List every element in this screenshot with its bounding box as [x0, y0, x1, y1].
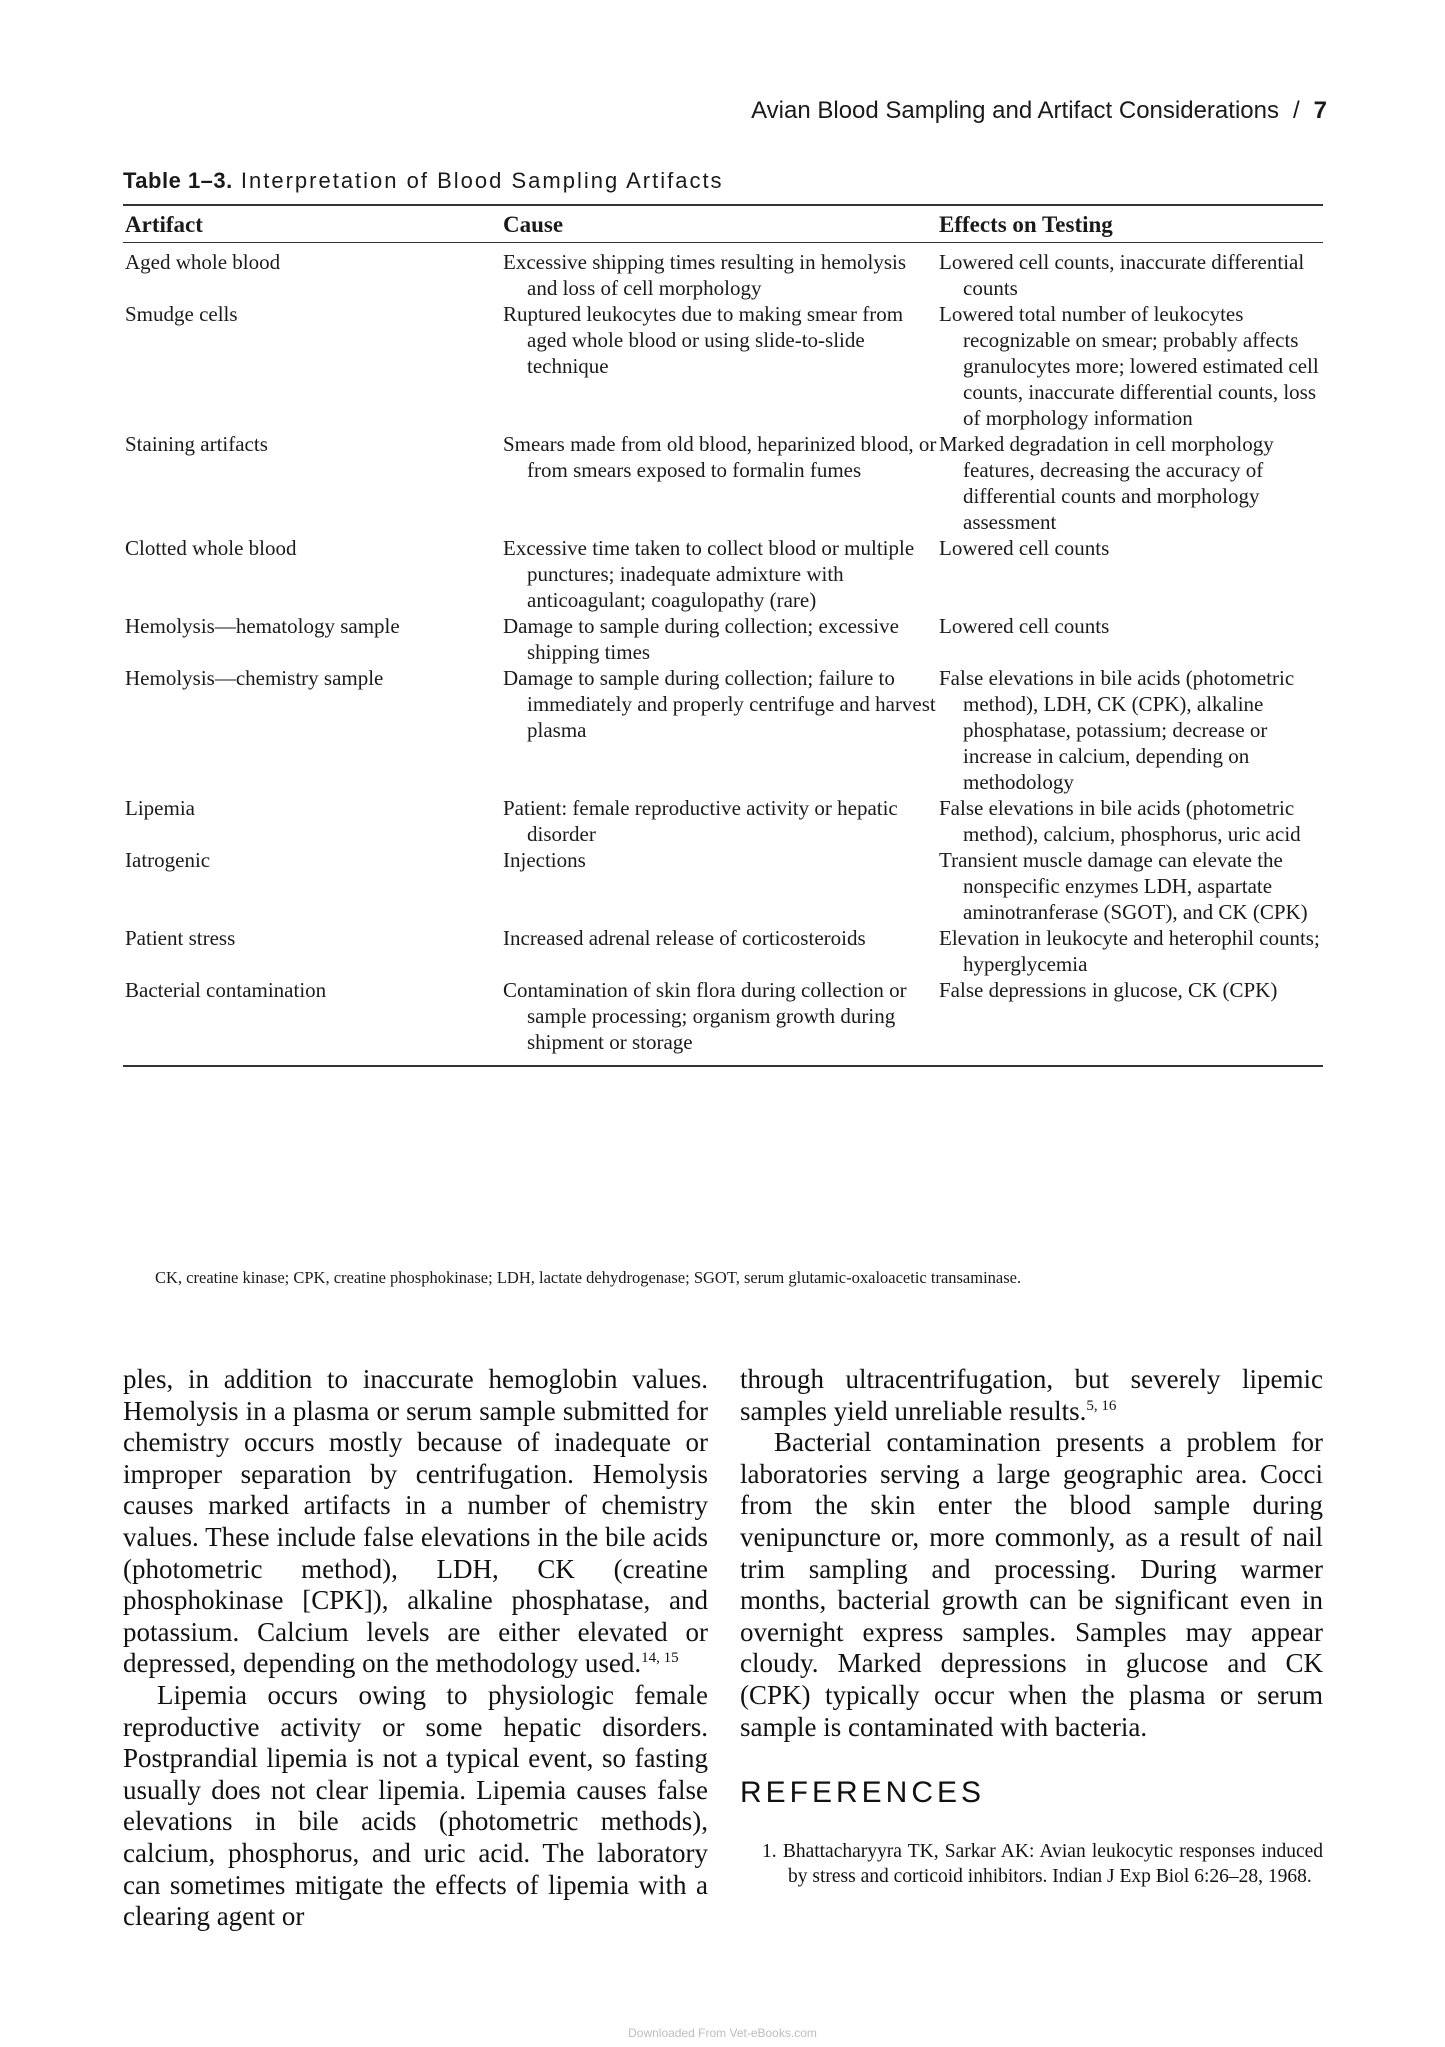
cell-cause-text: Damage to sample during collection; excessive shipping times — [503, 614, 899, 664]
cell-artifact — [123, 243, 501, 302]
cell-effects — [937, 977, 1323, 1065]
cell-effects-text: Lowered cell counts, inaccurate differential counts — [939, 250, 1305, 300]
table-row — [123, 243, 1323, 302]
page-number: 7 — [1313, 97, 1327, 124]
citation: 14, 15 — [641, 1650, 679, 1667]
cell-effects — [937, 535, 1323, 613]
column-header-effects: Effects on Testing — [939, 212, 1113, 237]
cell-effects-text: Transient muscle damage can elevate the nonspecific enzymes LDH, aspartate aminotranferase (SGOT), and CK (CPK) — [939, 848, 1308, 924]
cell-cause — [501, 301, 937, 431]
cell-cause — [501, 535, 937, 613]
cell-cause-text: Injections — [503, 848, 586, 872]
cell-artifact — [123, 847, 501, 925]
cell-cause — [501, 795, 937, 847]
cell-effects-text: False elevations in bile acids (photometric method), LDH, CK (CPK), alkaline phosphatase, potassium; decrease or increase in calcium, depending on methodology — [939, 666, 1295, 794]
cell-cause-text: Patient: female reproductive activity or hepatic disorder — [503, 796, 898, 846]
cell-cause — [501, 243, 937, 302]
table-body — [123, 243, 1323, 1066]
cell-effects-text: False elevations in bile acids (photometric method), calcium, phosphorus, uric acid — [939, 796, 1301, 846]
table-header-row — [123, 206, 1323, 243]
cell-cause-text: Contamination of skin flora during collection or sample processing; organism growth during shipment or storage — [503, 978, 907, 1054]
body-column-right — [740, 1364, 1323, 1889]
body-paragraph: Bacterial contamination presents a problem for laboratories serving a large geographic area. Cocci from the skin enter the blood sample during venipuncture or, more commonly, as a result of nail trim sampling and processing. During warmer months, bacterial growth can be significant even in overnight express samples. Samples may appear cloudy. Marked depressions in glucose and CK (CPK) typically occur when the plasma or serum sample is contaminated with bacteria. — [740, 1427, 1323, 1742]
download-watermark: Downloaded From Vet-eBooks.com — [628, 2026, 817, 2040]
cell-artifact-text: Patient stress — [125, 926, 236, 950]
body-paragraph: through ultracentrifugation, but severely lipemic samples yield unreliable results.$^{5, 16}$ — [740, 1364, 1323, 1426]
table-row — [123, 795, 1323, 847]
cell-artifact-text: Clotted whole blood — [125, 536, 297, 560]
cell-cause-text: Excessive shipping times resulting in hemolysis and loss of cell morphology — [503, 250, 907, 300]
cell-effects-text: Marked degradation in cell morphology features, decreasing the accuracy of differential counts and morphology assessment — [939, 432, 1274, 534]
column-header-cause: Cause — [503, 212, 564, 237]
cell-artifact — [123, 977, 501, 1065]
reference-text: Bhattacharyyra TK, Sarkar AK: Avian leukocytic responses induced by stress and corticoid inhibitors. Indian J Exp Biol 6:26–28, 1968. — [782, 1840, 1324, 1887]
cell-artifact-text: Aged whole blood — [125, 250, 281, 274]
cell-cause — [501, 925, 937, 977]
table-label: Table 1–3. — [123, 168, 233, 193]
cell-cause-text: Excessive time taken to collect blood or multiple punctures; inadequate admixture with anticoagulant; coagulopathy (rare) — [503, 536, 915, 612]
cell-cause-text: Increased adrenal release of corticosteroids — [503, 926, 866, 950]
cell-effects-text: Lowered cell counts — [939, 614, 1110, 638]
cell-artifact-text: Smudge cells — [125, 302, 238, 326]
cell-effects-text: Lowered total number of leukocytes recognizable on smear; probably affects granulocytes more; lowered estimated cell counts, inaccurate differential counts, loss of morphology information — [939, 302, 1319, 430]
cell-artifact-text: Staining artifacts — [125, 432, 268, 456]
running-head — [751, 97, 1327, 125]
body-paragraph: ples, in addition to inaccurate hemoglobin values. Hemolysis in a plasma or serum sample submitted for chemistry occurs mostly because of inadequate or improper separation by centrifugation. Hemolysis causes marked artifacts in a number of chemistry values. These include false elevations in the bile acids (photometric method), LDH, CK (creatine phosphokinase [CPK]), alkaline phosphatase, and potassium. Calcium levels are either elevated or depressed, depending on the methodology used.$^{14, 15}$ — [123, 1364, 708, 1679]
column-header-artifact: Artifact — [125, 212, 203, 237]
cell-cause-text: Smears made from old blood, heparinized blood, or from smears exposed to formalin fumes — [503, 432, 937, 482]
cell-effects — [937, 243, 1323, 302]
table-row — [123, 535, 1323, 613]
cell-effects — [937, 847, 1323, 925]
cell-cause-text: Damage to sample during collection; failure to immediately and properly centrifuge and harvest plasma — [503, 666, 936, 742]
cell-artifact-text: Iatrogenic — [125, 848, 211, 872]
cell-cause — [501, 977, 937, 1065]
cell-effects — [937, 431, 1323, 535]
table-row — [123, 665, 1323, 795]
cell-artifact — [123, 535, 501, 613]
table-caption — [123, 168, 724, 194]
body-paragraph: Lipemia occurs owing to physiologic female reproductive activity or some hepatic disorders. Postprandial lipemia is not a typical event, so fasting usually does not clear lipemia. Lipemia causes false elevations in bile acids (photometric methods), calcium, phosphorus, and uric acid. The laboratory can sometimes mitigate the effects of lipemia with a clearing agent or — [123, 1679, 708, 1932]
cell-cause — [501, 665, 937, 795]
cell-effects — [937, 925, 1323, 977]
table-row — [123, 431, 1323, 535]
cell-artifact-text: Hemolysis—chemistry sample — [125, 666, 384, 690]
cell-artifact-text: Hemolysis—hematology sample — [125, 614, 400, 638]
cell-artifact — [123, 613, 501, 665]
cell-effects — [937, 795, 1323, 847]
artifact-table-container — [123, 204, 1323, 1067]
cell-cause-text: Ruptured leukocytes due to making smear from aged whole blood or using slide-to-slide technique — [503, 302, 904, 378]
reference-number: 1. — [762, 1840, 777, 1862]
artifact-table — [123, 206, 1323, 1065]
cell-effects-text: Elevation in leukocyte and heterophil counts; hyperglycemia — [939, 926, 1320, 976]
reference-item — [754, 1839, 1323, 1889]
citation: 5, 16 — [1086, 1397, 1117, 1414]
table-row — [123, 847, 1323, 925]
cell-effects — [937, 301, 1323, 431]
cell-effects-text: Lowered cell counts — [939, 536, 1110, 560]
table-row — [123, 301, 1323, 431]
cell-cause — [501, 613, 937, 665]
running-head-title: Avian Blood Sampling and Artifact Considerations — [751, 97, 1279, 124]
cell-artifact-text: Lipemia — [125, 796, 195, 820]
table-row — [123, 977, 1323, 1065]
running-head-separator: / — [1292, 97, 1300, 124]
cell-cause — [501, 431, 937, 535]
cell-artifact — [123, 665, 501, 795]
cell-artifact-text: Bacterial contamination — [125, 978, 327, 1002]
table-title: Interpretation of Blood Sampling Artifacts — [240, 168, 724, 193]
cell-artifact — [123, 301, 501, 431]
cell-effects — [937, 613, 1323, 665]
cell-artifact — [123, 925, 501, 977]
cell-effects-text: False depressions in glucose, CK (CPK) — [939, 978, 1278, 1002]
table-row — [123, 613, 1323, 665]
table-row — [123, 925, 1323, 977]
body-column-left — [123, 1364, 708, 1933]
cell-artifact — [123, 431, 501, 535]
table-bottom-rule — [123, 1065, 1323, 1067]
cell-artifact — [123, 795, 501, 847]
cell-effects — [937, 665, 1323, 795]
table-footnote: CK, creatine kinase; CPK, creatine phosphokinase; LDH, lactate dehydrogenase; SGOT, serum glutamic-oxaloacetic transaminase. — [155, 1268, 1022, 1287]
references-heading: REFERENCES — [740, 1776, 986, 1810]
cell-cause — [501, 847, 937, 925]
